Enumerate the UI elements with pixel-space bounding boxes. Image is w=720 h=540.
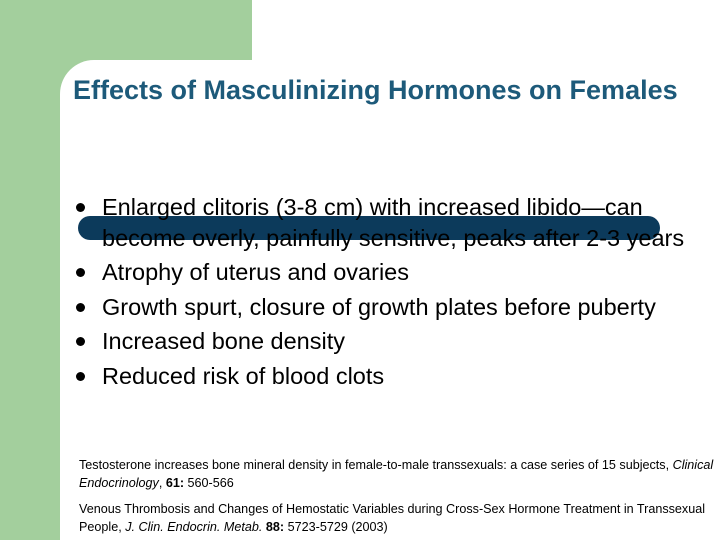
reference-citation [79,500,719,536]
reference-pages: 560-566 [184,476,234,490]
reference-volume: 61: [165,476,185,490]
reference-pages: 5723-5729 (2003) [284,520,388,534]
bullet-dot-icon [76,203,85,212]
bullet-text: Growth spurt, closure of growth plates before puberty [102,293,656,320]
reference-volume: 88: [265,520,285,534]
bullet-text: Enlarged clitoris (3-8 cm) with increased libido—can become overly, painfully sensitive, peaks after 2-3 years [102,194,685,251]
reference-citation [79,456,719,492]
slide-title: Effects of Masculinizing Hormones on Females [73,75,678,105]
bullet-item [76,326,696,357]
bullet-item [76,192,696,253]
bullet-dot-icon [76,303,85,312]
bullet-dot-icon [76,337,85,346]
bullet-text: Reduced risk of blood clots [102,362,385,389]
reference-journal: J. Clin. Endocrin. Metab. [125,520,263,534]
bullet-dot-icon [76,372,85,381]
reference-text: Testosterone increases bone mineral density in female-to-male transsexuals: a case series of 15 subjects, [79,458,673,472]
bullet-text: Atrophy of uterus and ovaries [102,259,409,285]
bullet-item [76,257,696,288]
reference-journal: Clinical Endocrinology [79,458,714,490]
bullet-dot-icon [76,268,85,277]
bullet-list [76,192,696,395]
bullet-item [76,361,696,392]
bullet-text: Increased bone density [102,328,345,354]
reference-text: Venous Thrombosis and Changes of Hemostatic Variables during Cross-Sex Hormone Treatment in Transsexual People, [79,502,706,534]
bullet-item [76,292,696,323]
reference-separator: , [158,476,166,490]
